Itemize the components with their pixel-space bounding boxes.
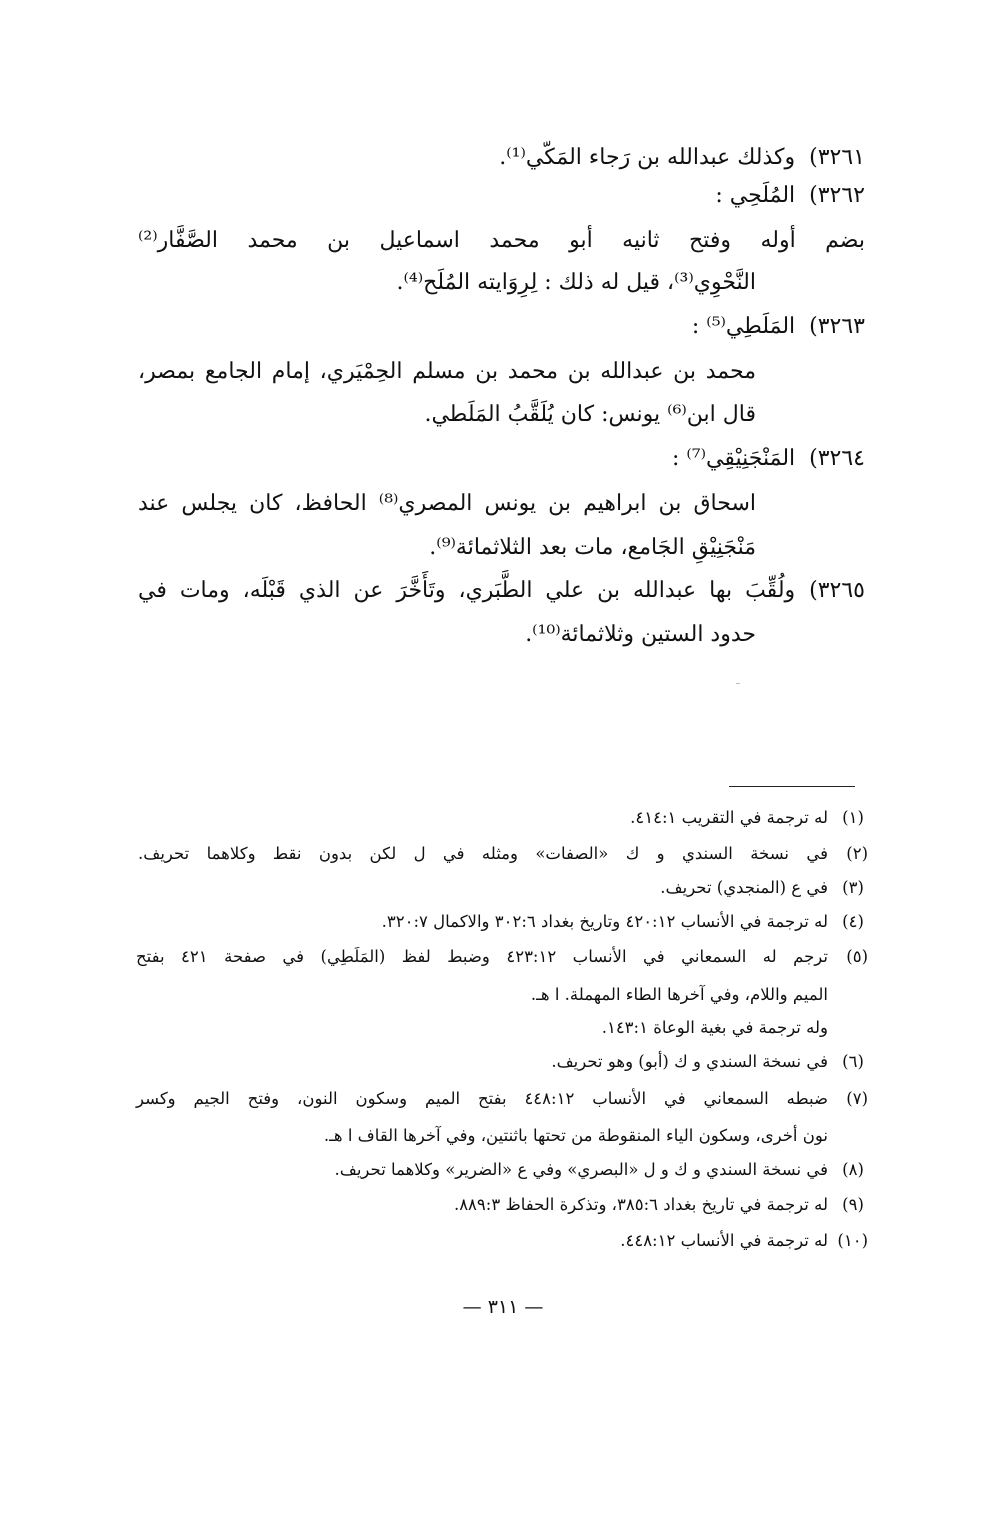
entry-3264-line-2: مَنْجَنِيْقِ الجَامع، مات بعد الثلاثمائة⁽⁹⁾.	[429, 535, 756, 560]
entry-heading: المَنْجَنِيْقِي⁽⁷⁾ :	[671, 446, 796, 471]
footnote-number: (٦)	[842, 1052, 864, 1071]
footnote-5-line-3: وله ترجمة في بغية الوعاة ١٤٣:١.	[601, 1018, 828, 1037]
footnote-text: له ترجمة في التقريب ٤١٤:١.	[630, 808, 828, 827]
footnote-4	[382, 910, 868, 934]
footnote-number: (٣)	[842, 878, 864, 897]
footnote-number: (١٠)	[837, 1231, 868, 1250]
footnote-9	[454, 1193, 868, 1217]
footnote-8	[335, 1158, 868, 1182]
footnote-10	[620, 1229, 868, 1253]
footnote-number: (٤)	[842, 912, 864, 931]
entry-3265-line-2: حدود الستين وثلاثمائة⁽¹⁰⁾.	[525, 622, 756, 647]
entry-3262-line-2: النَّحْوِي⁽³⁾، قيل له ذلك : لِرِوَايته المُلَح⁽⁴⁾.	[396, 270, 756, 295]
entry-3262-heading	[715, 181, 865, 211]
footnote-number: (١)	[842, 808, 864, 827]
entry-3263-heading	[692, 312, 865, 342]
footnote-separator	[729, 786, 855, 787]
footnote-number: (٩)	[842, 1195, 864, 1214]
entry-3262-line-1: بضم أوله وفتح ثانيه أبو محمد اسماعيل بن محمد الصَّفَّار⁽²⁾	[138, 228, 865, 253]
entry-number: ٣٢٦٣)	[809, 314, 865, 339]
footnote-text: له ترجمة في الأنساب ٤٢٠:١٢ وتاريخ بغداد ٣٠٢:٦ والاكمال ٣٢٠:٧.	[381, 912, 828, 931]
footnote-2	[138, 842, 868, 866]
footnote-7-line-2: نون أخرى، وسكون الياء المنقوطة من تحتها باثنتين، وفي آخرها القاف ا هـ.	[323, 1126, 828, 1145]
footnote-text: في نسخة السندي و ك «الصفات» ومثله في ل لكن بدون نقط وكلاهما تحريف.	[138, 844, 828, 863]
page-number: — ٣١١ —	[462, 1296, 544, 1318]
speck-mark	[736, 683, 740, 684]
footnote-7-line-1	[136, 1087, 868, 1111]
entry-3264-line-1: اسحاق بن ابراهيم بن يونس المصري⁽⁸⁾ الحافظ، كان يجلس عند	[138, 491, 756, 516]
footnote-text: له ترجمة في الأنساب ٤٤٨:١٢.	[620, 1231, 828, 1250]
entry-heading: المُلَحِي :	[715, 183, 796, 208]
entry-number: ٣٢٦٢)	[809, 183, 865, 208]
footnote-6	[551, 1050, 868, 1074]
footnote-number: (٥)	[846, 947, 868, 966]
footnote-text: في نسخة السندي و ك (أبو) وهو تحريف.	[551, 1052, 828, 1071]
footnote-number: (٢)	[846, 844, 868, 863]
footnote-text: له ترجمة في تاريخ بغداد ٣٨٥:٦، وتذكرة الحفاظ ٨٨٩:٣.	[453, 1195, 828, 1214]
footnote-3	[660, 876, 868, 900]
footnote-5-line-1	[136, 945, 868, 969]
entry-heading: المَلَطِي⁽⁵⁾ :	[691, 314, 796, 339]
entry-3261	[499, 143, 865, 173]
footnote-1	[630, 806, 868, 830]
footnote-text: ترجم له السمعاني في الأنساب ٤٢٣:١٢ وضبط لفظ (المَلَطِي) في صفحة ٤٢١ بفتح	[136, 947, 828, 966]
footnote-5-line-2: الميم واللام، وفي آخرها الطاء المهملة. ا هـ.	[530, 985, 828, 1004]
entry-number: ٣٢٦١)	[809, 145, 865, 170]
entry-text: ولُقِّبَ بها عبدالله بن علي الطَّبَري، وتَأَخَّرَ عن الذي قَبْلَه، ومات في	[138, 578, 796, 603]
footnote-text: في ع (المنجدي) تحريف.	[660, 878, 828, 897]
entry-3263-line-2: قال ابن⁽⁶⁾ يونس: كان يُلَقَّبُ المَلَطي.	[424, 402, 756, 427]
footnote-text: ضبطه السمعاني في الأنساب ٤٤٨:١٢ بفتح الميم وسكون النون، وفتح الجيم وكسر	[136, 1089, 828, 1108]
entry-number: ٣٢٦٥)	[809, 578, 865, 603]
footnote-text: في نسخة السندي و ك و ل «البصري» وفي ع «الضرير» وكلاهما تحريف.	[334, 1160, 828, 1179]
footnote-number: (٧)	[846, 1089, 868, 1108]
entry-3263-line-1: محمد بن عبدالله بن محمد بن مسلم الحِمْيَري، إمام الجامع بمصر،	[138, 359, 756, 384]
entry-text: وكذلك عبدالله بن رَجاء المَكّي⁽¹⁾.	[499, 145, 796, 170]
footnote-number: (٨)	[842, 1160, 864, 1179]
entry-number: ٣٢٦٤)	[809, 446, 865, 471]
entry-3265-line-1	[138, 576, 865, 606]
entry-3264-heading	[672, 444, 865, 474]
